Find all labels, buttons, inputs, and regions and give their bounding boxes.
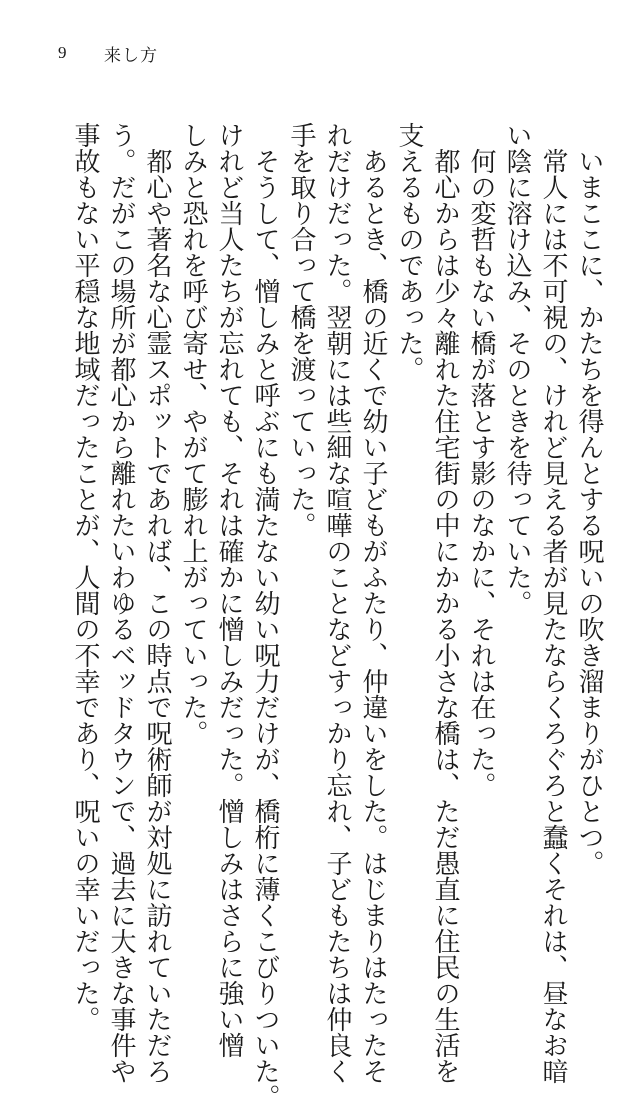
text-line: い陰に溶け込み、そのときを待っていた。 [502,122,532,616]
chapter-title: 来し方 [104,45,158,66]
text-line: 常人には不可視の、けれど見える者が見たならくろぐろと蠢くそれは、昼なお暗 [538,148,568,1084]
text-line: 都心や著名な心霊スポットであれば、この時点で呪術師が対処に訪れていただろ [142,148,172,1084]
text-line: う。だがこの場所が都心から離れたいわゆるベッドタウンで、過去に大きな事件や [106,122,136,1084]
text-line: けれど当人たちが忘れても、それは確かに憎しみだった。憎しみはさらに強い憎 [214,122,244,1058]
text-line: れだけだった。翌朝には些細な喧嘩のことなどすっかり忘れ、子どもたちは仲良く [322,122,352,1084]
text-line: あるとき、橋の近くで幼い子どもがふたり、仲違いをした。はじまりはたったそ [358,148,388,1084]
body-text [59,122,607,1110]
page-number: 9 [58,43,67,62]
text-line: そうして、憎しみと呼ぶにも満たない幼い呪力だけが、橋桁に薄くこびりついた。 [250,148,280,1110]
text-line: 手を取り合って橋を渡っていった。 [286,122,316,538]
text-line: 都心からは少々離れた住宅街の中にかかる小さな橋は、ただ愚直に住民の生活を [430,148,460,1084]
text-line: 支えるものであった。 [394,122,424,382]
page-header [58,38,158,68]
text-line: 何の変哲もない橋が落とす影のなかに、それは在った。 [466,148,496,798]
text-line: 事故もない平穏な地域だったことが、人間の不幸であり、呪いの幸いだった。 [70,122,100,1032]
text-line: いまここに、かたちを得んとする呪いの吹き溜まりがひとつ。 [574,148,604,876]
text-line: しみと恐れを呼び寄せ、やがて膨れ上がっていった。 [178,122,208,746]
